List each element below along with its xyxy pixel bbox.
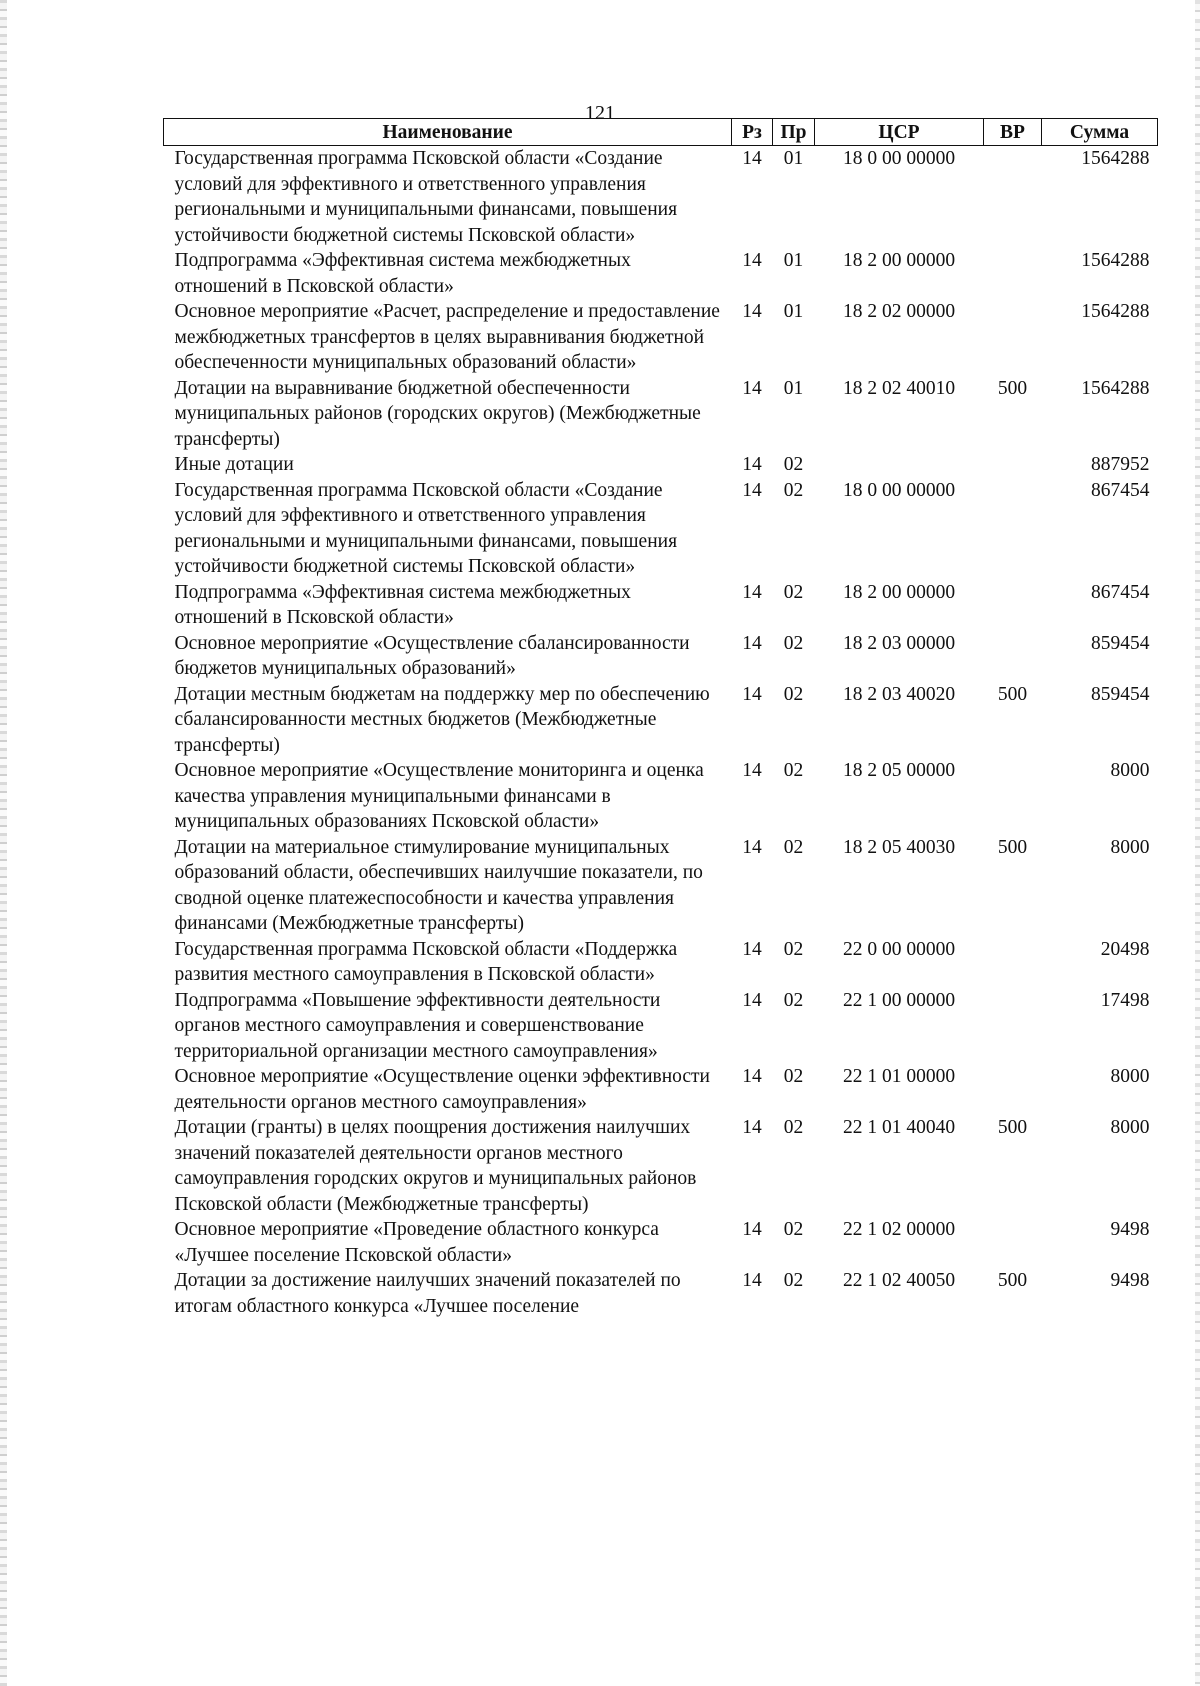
table-row: [164, 452, 1158, 478]
cell-vr: [984, 1064, 1042, 1115]
cell-csr: 18 2 02 40010: [842, 377, 956, 399]
cell-rz: 14: [742, 479, 762, 501]
cell-name: Иные дотации: [174, 454, 294, 475]
cell-rz: 14: [742, 301, 762, 322]
cell-rz: 14: [742, 1117, 762, 1138]
cell-pr: 02: [783, 1270, 804, 1291]
cell-csr: [815, 452, 984, 478]
table-row: [164, 988, 1158, 1065]
cell-csr: 22 1 01 00000: [842, 1066, 956, 1087]
cell-vr: [984, 452, 1042, 478]
cell-name: Дотации на выравнивание бюджетной обеспеченности муниципальных районов (городских округов) (Межбюджетные трансферты): [174, 377, 701, 450]
header-csr: ЦСР: [815, 119, 984, 146]
cell-csr: 22 1 02 00000: [842, 1219, 956, 1240]
cell-pr: 01: [783, 250, 804, 271]
cell-rz: 14: [742, 989, 762, 1011]
cell-vr: [984, 146, 1042, 249]
cell-pr: 02: [783, 1219, 804, 1240]
table-row: [164, 1064, 1158, 1115]
table-row: [164, 937, 1158, 988]
table-row: [164, 146, 1158, 249]
cell-pr: 02: [783, 581, 804, 603]
budget-table: [163, 118, 1158, 1319]
cell-rz: 14: [742, 938, 762, 960]
cell-rz: 14: [742, 632, 762, 654]
cell-rz: 14: [742, 836, 762, 858]
cell-csr: 18 2 02 00000: [842, 301, 956, 322]
cell-name: Основное мероприятие «Проведение областного конкурса «Лучшее поселение Псковской области»: [174, 1219, 659, 1266]
cell-csr: 18 2 05 40030: [842, 836, 956, 858]
cell-name: Подпрограмма «Повышение эффективности деятельности органов местного самоуправления и совершенствование территориальной организации местного самоуправления»: [174, 989, 661, 1062]
cell-name: Основное мероприятие «Осуществление оценки эффективности деятельности органов местного самоуправления»: [174, 1066, 710, 1113]
cell-rz: 14: [742, 148, 762, 169]
cell-rz: 14: [742, 581, 762, 603]
cell-vr: [984, 580, 1042, 631]
table-header-row: [164, 119, 1158, 146]
table-row: [164, 1268, 1158, 1319]
cell-name: Основное мероприятие «Осуществление сбалансированности бюджетов муниципальных образований»: [174, 632, 690, 679]
header-rz: Рз: [732, 119, 773, 146]
cell-csr: 18 2 00 00000: [842, 250, 956, 271]
scan-edge-right: [1195, 0, 1200, 1686]
cell-sum: 9498: [1110, 1270, 1150, 1291]
cell-sum: 1564288: [1081, 250, 1150, 271]
cell-vr: 500: [997, 1117, 1028, 1138]
cell-csr: 22 0 00 00000: [842, 938, 956, 960]
cell-csr: 18 2 03 00000: [842, 632, 956, 654]
page-number: 121: [585, 102, 615, 124]
cell-name: Подпрограмма «Эффективная система межбюджетных отношений в Псковской области»: [174, 581, 631, 628]
cell-name: Дотации местным бюджетам на поддержку мер по обеспечению сбалансированности местных бюджетов (Межбюджетные трансферты): [174, 683, 710, 756]
cell-rz: 14: [742, 1066, 762, 1087]
cell-vr: [984, 478, 1042, 580]
cell-csr: 18 2 00 00000: [842, 581, 956, 603]
cell-pr: 02: [783, 760, 804, 781]
cell-csr: 18 0 00 00000: [842, 148, 956, 169]
cell-rz: 14: [742, 683, 762, 705]
cell-pr: 02: [783, 989, 804, 1011]
table-row: [164, 1115, 1158, 1217]
cell-sum: 8000: [1110, 1117, 1150, 1138]
cell-pr: 02: [783, 1066, 804, 1087]
table-row: [164, 376, 1158, 453]
cell-sum: 859454: [1091, 683, 1150, 705]
cell-pr: 02: [783, 632, 804, 654]
cell-csr: 22 1 00 00000: [842, 989, 956, 1011]
cell-sum: 867454: [1091, 581, 1150, 603]
table-row: [164, 478, 1158, 580]
cell-csr: 22 1 02 40050: [842, 1270, 956, 1291]
cell-name: Подпрограмма «Эффективная система межбюджетных отношений в Псковской области»: [174, 250, 631, 297]
cell-pr: 02: [783, 479, 804, 501]
cell-pr: 01: [783, 377, 804, 399]
header-vr: ВР: [984, 119, 1042, 146]
cell-csr: 22 1 01 40040: [842, 1117, 956, 1138]
cell-vr: 500: [997, 683, 1028, 705]
cell-vr: 500: [997, 1270, 1028, 1291]
cell-sum: 1564288: [1081, 377, 1150, 399]
cell-sum: 9498: [1110, 1219, 1150, 1240]
cell-vr: [984, 758, 1042, 835]
table-row: [164, 1217, 1158, 1268]
cell-sum: 867454: [1091, 479, 1150, 501]
header-pr: Пр: [773, 119, 815, 146]
table-row: [164, 835, 1158, 937]
cell-pr: 02: [783, 1117, 804, 1138]
cell-vr: [984, 988, 1042, 1065]
table-row: [164, 248, 1158, 299]
cell-sum: 1564288: [1081, 148, 1150, 169]
cell-name: Дотации на материальное стимулирование муниципальных образований области, обеспечивших наилучшие показатели, по сводной оценке платежеспособности и качества управления финансами (Межбюджетные трансферты): [174, 836, 703, 934]
cell-name: Государственная программа Псковской области «Создание условий для эффективного и ответственного управления региональными и муниципальными финансами, повышения устойчивости бюджетной системы Псковской области»: [174, 479, 678, 577]
header-name: Наименование: [164, 119, 732, 146]
cell-rz: 14: [742, 760, 762, 781]
table-row: [164, 299, 1158, 376]
cell-sum: 859454: [1091, 632, 1150, 654]
cell-csr: 18 2 03 40020: [842, 683, 956, 705]
table-row: [164, 631, 1158, 682]
cell-sum: 8000: [1110, 836, 1150, 858]
table-row: [164, 758, 1158, 835]
cell-name: Основное мероприятие «Осуществление мониторинга и оценка качества управления муниципальными финансами в муниципальных образованиях Псковской области»: [174, 760, 704, 832]
cell-pr: 01: [783, 301, 804, 322]
cell-vr: [984, 631, 1042, 682]
cell-rz: 14: [742, 1270, 762, 1291]
cell-rz: 14: [742, 1219, 762, 1240]
cell-vr: 500: [997, 836, 1028, 858]
cell-name: Дотации (гранты) в целях поощрения достижения наилучших значений показателей деятельности органов местного самоуправления городских округов и муниципальных районов Псковской области (Межбюджетные трансферты): [174, 1117, 697, 1215]
cell-rz: 14: [742, 377, 762, 399]
cell-rz: 14: [742, 250, 762, 271]
cell-sum: 8000: [1110, 1066, 1150, 1087]
cell-rz: 14: [742, 454, 762, 475]
cell-vr: [984, 937, 1042, 988]
cell-pr: 02: [783, 683, 804, 705]
header-sum: Сумма: [1042, 119, 1158, 146]
cell-csr: 18 0 00 00000: [842, 479, 956, 501]
cell-name: Основное мероприятие «Расчет, распределение и предоставление межбюджетных трансфертов в целях выравнивания бюджетной обеспеченности муниципальных образований области»: [174, 301, 720, 373]
cell-vr: [984, 248, 1042, 299]
cell-sum: 17498: [1100, 989, 1150, 1011]
cell-pr: 01: [783, 148, 804, 169]
cell-name: Дотации за достижение наилучших значений показателей по итогам областного конкурса «Лучшее поселение: [174, 1270, 681, 1317]
cell-vr: [984, 1217, 1042, 1268]
cell-sum: 20498: [1100, 938, 1150, 960]
cell-sum: 887952: [1091, 454, 1150, 475]
cell-pr: 02: [783, 836, 804, 858]
cell-sum: 8000: [1110, 760, 1150, 781]
cell-name: Государственная программа Псковской области «Поддержка развития местного самоуправления в Псковской области»: [174, 938, 678, 985]
cell-csr: 18 2 05 00000: [842, 760, 956, 781]
cell-pr: 02: [783, 454, 804, 475]
cell-pr: 02: [783, 938, 804, 960]
table-row: [164, 580, 1158, 631]
cell-vr: 500: [997, 377, 1028, 399]
cell-vr: [984, 299, 1042, 376]
cell-name: Государственная программа Псковской области «Создание условий для эффективного и ответственного управления региональными и муниципальными финансами, повышения устойчивости бюджетной системы Псковской области»: [174, 148, 678, 246]
scan-edge-left: [0, 0, 7, 1686]
cell-sum: 1564288: [1081, 301, 1150, 322]
table-row: [164, 682, 1158, 759]
